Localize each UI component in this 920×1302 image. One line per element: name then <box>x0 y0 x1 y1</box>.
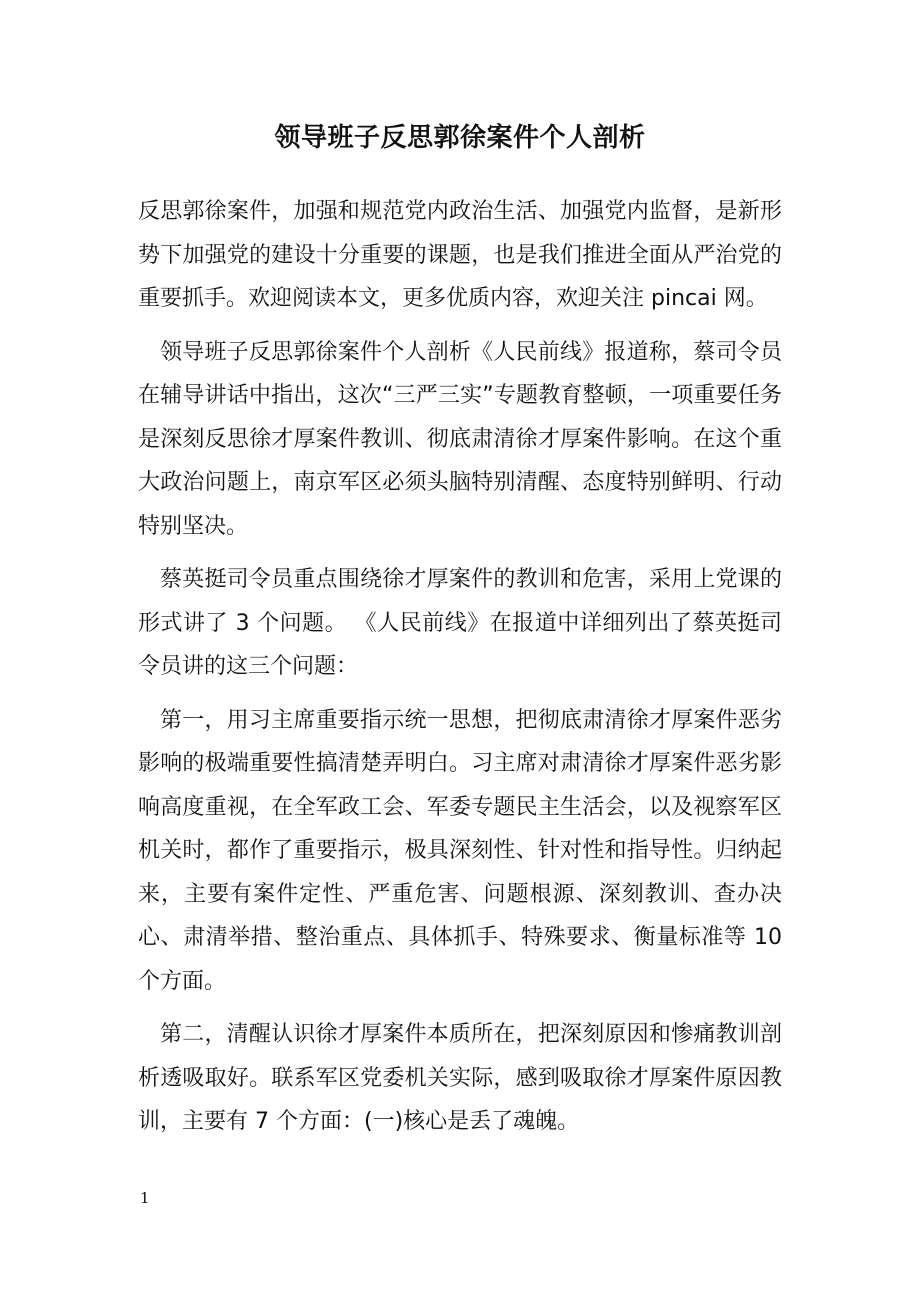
page-number: 1 <box>140 1189 150 1207</box>
paragraph: 第一，用习主席重要指示统一思想，把彻底肃清徐才厚案件恶劣影响的极端重要性搞清楚弄明白。习主席对肃清徐才厚案件恶劣影响高度重视，在全军政工会、军委专题民主生活会，以及视察军区机关时，都作了重要指示，极具深刻性、针对性和指导性。归纳起来，主要有案件定性、严重危害、问题根源、深刻教训、查办决心、肃清举措、整治重点、具体抓手、特殊要求、衡量标准等 10 个方面。 <box>138 707 782 994</box>
paragraph: 蔡英挺司令员重点围绕徐才厚案件的教训和危害，采用上党课的形式讲了 3 个问题。 《人民前线》在报道中详细列出了蔡英挺司令员讲的这三个问题： <box>138 567 782 679</box>
document-body <box>138 190 782 1154</box>
paragraph: 第二，清醒认识徐才厚案件本质所在，把深刻原因和惨痛教训剖析透吸取好。联系军区党委机关实际，感到吸取徐才厚案件原因教训，主要有 7 个方面：(一)核心是丢了魂魄。 <box>138 1022 782 1134</box>
paragraph-intro: 反思郭徐案件，加强和规范党内政治生活、加强党内监督，是新形势下加强党的建设十分重要的课题，也是我们推进全面从严治党的重要抓手。欢迎阅读本文，更多优质内容，欢迎关注 pincai 网。 <box>138 199 782 311</box>
document-title: 领导班子反思郭徐案件个人剖析 <box>274 123 646 153</box>
paragraph: 领导班子反思郭徐案件个人剖析《人民前线》报道称，蔡司令员在辅导讲话中指出，这次“三严三实”专题教育整顿，一项重要任务是深刻反思徐才厚案件教训、彻底肃清徐才厚案件影响。在这个重大政治问题上，南京军区必须头脑特别清醒、态度特别鲜明、行动特别坚决。 <box>138 339 782 539</box>
